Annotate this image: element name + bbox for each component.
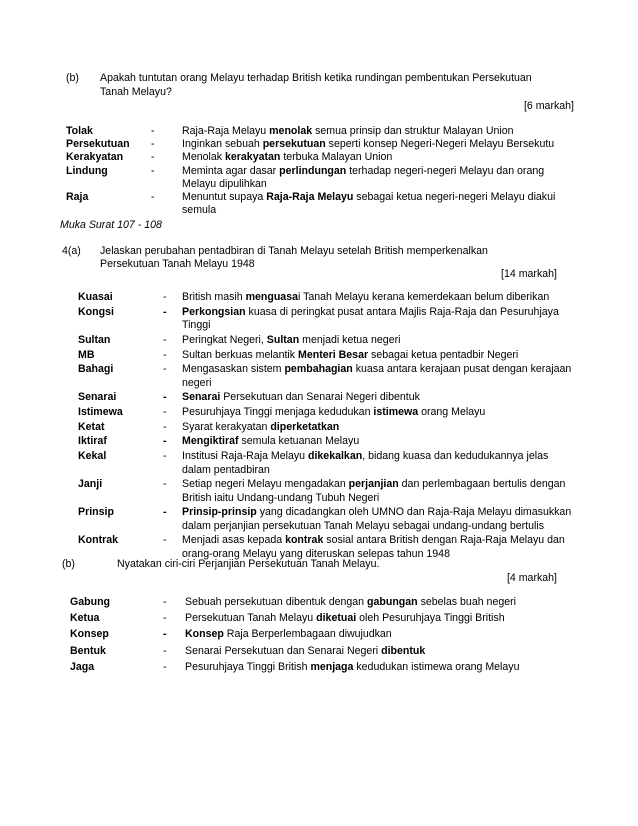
page-reference: Muka Surat 107 - 108 bbox=[60, 219, 162, 231]
answer-text-continuation: negeri bbox=[182, 376, 212, 389]
answer-keyword-emphasis: Menteri Besar bbox=[298, 348, 369, 361]
answer-text-continuation: British iaitu Undang-undang Tubuh Negeri bbox=[182, 491, 380, 504]
question-b1-text-line1: Apakah tuntutan orang Melayu terhadap British ketika rundingan pembentukan Persekutuan bbox=[100, 72, 532, 84]
answer-text: Pesuruhjaya Tinggi British menjaga kedudukan istimewa orang Melayu bbox=[185, 660, 520, 673]
question-b1-marks: [6 markah] bbox=[523, 100, 574, 112]
answer-text-continuation: dalam perjanjian persekutuan Tanah Melayu sebagai undang-undang bertulis bbox=[182, 519, 545, 532]
answer-dash: - bbox=[163, 660, 167, 673]
answer-keyword: Iktiraf bbox=[78, 435, 107, 448]
answer-keyword-emphasis: Senarai bbox=[182, 391, 221, 404]
answer-dash: - bbox=[151, 151, 155, 164]
answer-text: Sebuah persekutuan dibentuk dengan gabungan sebelas buah negeri bbox=[185, 596, 517, 608]
answer-keyword: Senarai bbox=[78, 391, 117, 404]
answer-keyword-emphasis: persekutuan bbox=[262, 138, 326, 151]
answer-dash: - bbox=[151, 138, 155, 151]
answer-keyword: Kuasai bbox=[78, 291, 113, 303]
answer-keyword-emphasis: Mengiktiraf bbox=[182, 435, 239, 448]
answer-text: Syarat kerakyatan diperketatkan bbox=[182, 420, 340, 433]
answer-dash: - bbox=[163, 628, 167, 641]
answer-text: Setiap negeri Melayu mengadakan perjanjian dan perlembagaan bertulis dengan bbox=[182, 478, 566, 491]
answer-keyword-emphasis: pembahagian bbox=[284, 363, 353, 376]
answer-keyword: Ketua bbox=[70, 612, 100, 625]
answer-keyword-emphasis: menjaga bbox=[310, 660, 354, 673]
question-b2-marks: [4 markah] bbox=[506, 572, 557, 584]
answer-text-continuation: dalam pentadbiran bbox=[182, 463, 270, 476]
answer-keyword: Kontrak bbox=[78, 534, 119, 547]
answer-text-continuation: semula bbox=[182, 204, 217, 217]
answer-dash: - bbox=[163, 406, 167, 418]
question-4a-text-line1: Jelaskan perubahan pentadbiran di Tanah Melayu setelah British memperkenalkan bbox=[100, 245, 488, 257]
answer-text: Senarai Persekutuan dan Senarai Negeri dibentuk bbox=[182, 391, 420, 404]
answer-keyword-emphasis: Sultan bbox=[266, 333, 300, 346]
answer-keyword: Gabung bbox=[70, 596, 111, 608]
answer-keyword: Raja bbox=[66, 191, 89, 203]
answer-keyword-emphasis: istimewa bbox=[373, 406, 419, 418]
answer-keyword-emphasis: Perkongsian bbox=[182, 305, 246, 318]
answer-keyword: Bentuk bbox=[70, 644, 106, 657]
answer-keyword: Lindung bbox=[66, 164, 108, 177]
answer-keyword-emphasis: dibentuk bbox=[381, 644, 426, 657]
answer-keyword-emphasis: dikekalkan bbox=[308, 450, 363, 463]
answer-keyword: Jaga bbox=[70, 660, 95, 673]
answer-keyword-emphasis: Raja-Raja Melayu bbox=[266, 191, 354, 203]
answer-dash: - bbox=[151, 191, 155, 203]
answer-text: Menjadi asas kepada kontrak sosial antara British dengan Raja-Raja Melayu dan bbox=[182, 534, 565, 547]
answer-keyword-emphasis: perlindungan bbox=[279, 164, 347, 177]
answer-text: Meminta agar dasar perlindungan terhadap negeri-negeri Melayu dan orang bbox=[182, 164, 545, 177]
answer-dash: - bbox=[163, 506, 167, 519]
answer-dash: - bbox=[163, 534, 167, 547]
answer-keyword: Ketat bbox=[78, 420, 105, 433]
answer-dash: - bbox=[163, 612, 167, 625]
answer-keyword: Bahagi bbox=[78, 363, 114, 376]
answer-keyword: Janji bbox=[78, 478, 103, 491]
answer-keyword: Konsep bbox=[70, 628, 109, 641]
answer-dash: - bbox=[163, 420, 167, 433]
question-4a-text-line2: Persekutuan Tanah Melayu 1948 bbox=[100, 258, 255, 270]
question-4a-label: 4(a) bbox=[62, 245, 81, 257]
answer-text: Menuntut supaya Raja-Raja Melayu sebagai ketua negeri-negeri Melayu diakui bbox=[182, 191, 556, 203]
answer-dash: - bbox=[163, 644, 167, 657]
answer-text: Inginkan sebuah persekutuan seperti konsep Negeri-Negeri Melayu Bersekutu bbox=[182, 138, 555, 151]
answer-dash: - bbox=[163, 596, 167, 608]
answer-keyword-emphasis: gabungan bbox=[367, 596, 418, 608]
answer-keyword-emphasis: Konsep bbox=[185, 628, 224, 641]
answer-keyword-emphasis: kerakyatan bbox=[225, 151, 281, 164]
answer-dash: - bbox=[163, 291, 167, 303]
answer-dash: - bbox=[163, 391, 167, 404]
answer-text: Prinsip-prinsip yang dicadangkan oleh UMNO dan Raja-Raja Melayu dimasukkan bbox=[182, 506, 572, 519]
answer-keyword: Prinsip bbox=[78, 506, 114, 519]
answer-text: Peringkat Negeri, Sultan menjadi ketua negeri bbox=[182, 333, 401, 346]
answer-keyword-emphasis: Prinsip-prinsip bbox=[182, 506, 257, 519]
answer-dash: - bbox=[163, 363, 167, 376]
answer-keyword: MB bbox=[78, 348, 95, 361]
answer-dash: - bbox=[163, 435, 167, 448]
question-4a-marks: [14 markah] bbox=[501, 268, 557, 280]
answer-text: British masih menguasai Tanah Melayu kerana kemerdekaan belum diberikan bbox=[182, 291, 550, 303]
answer-text-continuation: orang-orang Melayu yang diteruskan selepas tahun 1948 bbox=[182, 547, 450, 560]
answer-text: Konsep Raja Berperlembagaan diwujudkan bbox=[185, 628, 392, 641]
answer-text: Raja-Raja Melayu menolak semua prinsip dan struktur Malayan Union bbox=[182, 125, 514, 137]
question-b2-label: (b) bbox=[62, 558, 75, 570]
answer-text: Menolak kerakyatan terbuka Malayan Union bbox=[182, 151, 393, 164]
answer-text: Perkongsian kuasa di peringkat pusat antara Majlis Raja-Raja dan Pesuruhjaya bbox=[182, 305, 559, 318]
question-b2-text: Nyatakan ciri-ciri Perjanjian Persekutuan Tanah Melayu. bbox=[117, 558, 380, 570]
answer-keyword-emphasis: kontrak bbox=[285, 534, 324, 547]
answer-keyword-emphasis: menguasa bbox=[245, 291, 298, 303]
answer-keyword-emphasis: menolak bbox=[269, 125, 313, 137]
answer-text: Persekutuan Tanah Melayu diketuai oleh Pesuruhjaya Tinggi British bbox=[185, 612, 505, 625]
answer-text: Mengasaskan sistem pembahagian kuasa antara kerajaan pusat dengan kerajaan bbox=[182, 363, 572, 376]
answer-dash: - bbox=[163, 478, 167, 491]
answer-text: Sultan berkuas melantik Menteri Besar sebagai ketua pentadbir Negeri bbox=[182, 348, 519, 361]
question-b1-label: (b) bbox=[66, 72, 79, 84]
answer-dash: - bbox=[163, 450, 167, 463]
answer-keyword: Kekal bbox=[78, 450, 107, 463]
answer-dash: - bbox=[163, 305, 167, 318]
answer-keyword-emphasis: diketuai bbox=[316, 612, 357, 625]
answer-text: Mengiktiraf semula ketuanan Melayu bbox=[182, 435, 360, 448]
answer-text: Institusi Raja-Raja Melayu dikekalkan, bidang kuasa dan kedudukannya jelas bbox=[182, 450, 549, 463]
answer-keyword: Persekutuan bbox=[66, 138, 130, 151]
answer-text-continuation: Tinggi bbox=[182, 319, 211, 332]
answer-dash: - bbox=[151, 125, 155, 137]
answer-text: Pesuruhjaya Tinggi menjaga kedudukan istimewa orang Melayu bbox=[182, 406, 486, 418]
answer-text: Senarai Persekutuan dan Senarai Negeri dibentuk bbox=[185, 644, 426, 657]
answer-keyword: Tolak bbox=[66, 125, 93, 137]
answer-keyword-emphasis: diperketatkan bbox=[270, 420, 340, 433]
answer-keyword: Istimewa bbox=[78, 406, 123, 418]
answer-keyword: Kongsi bbox=[78, 305, 114, 318]
answer-text-continuation: Melayu dipulihkan bbox=[182, 177, 267, 190]
answer-dash: - bbox=[163, 348, 167, 361]
answer-dash: - bbox=[163, 333, 167, 346]
answer-keyword-emphasis: perjanjian bbox=[348, 478, 399, 491]
answer-keyword: Sultan bbox=[78, 333, 111, 346]
answer-dash: - bbox=[151, 164, 155, 177]
question-b1-text-line2: Tanah Melayu? bbox=[100, 86, 172, 98]
answer-keyword: Kerakyatan bbox=[66, 151, 124, 164]
